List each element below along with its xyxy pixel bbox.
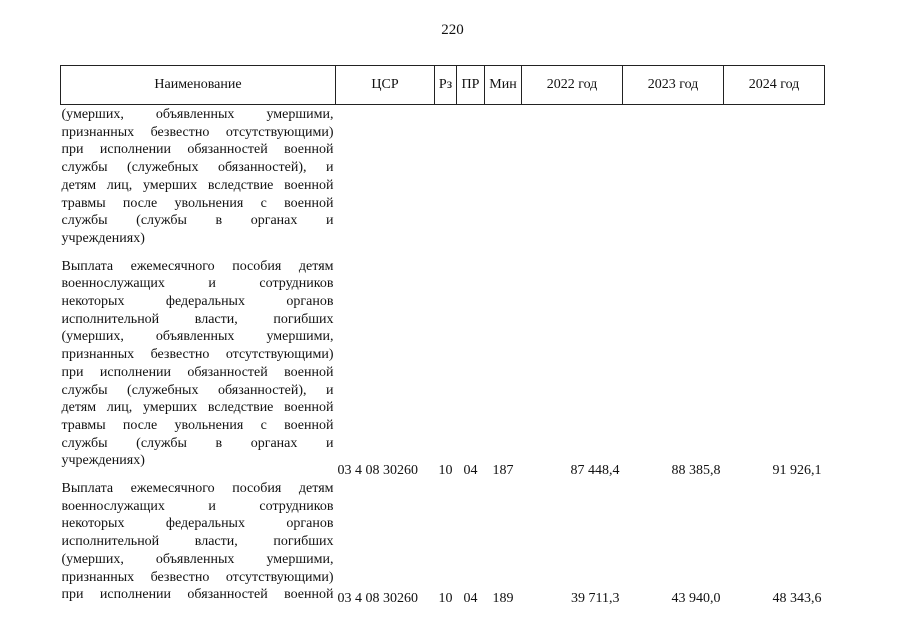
table-row <box>61 258 825 480</box>
row-rz <box>435 105 457 258</box>
row-rz: 10 <box>438 591 453 607</box>
row-name-line: военнослужащих и сотрудников <box>61 276 334 292</box>
row-2024: 48 343,6 <box>772 591 822 607</box>
row-name-line: исполнительной власти, погибших <box>61 311 334 327</box>
row-name-line: службы (службы в органах и <box>61 213 334 229</box>
row-name-line: признанных безвестно отсутствующими) <box>61 124 334 140</box>
header-pr: ПР <box>457 66 485 105</box>
header-2024: 2024 год <box>724 66 825 105</box>
row-2024 <box>724 105 825 258</box>
row-rz: 10 <box>438 463 453 479</box>
row-csr: 03 4 08 30260 <box>337 463 418 479</box>
row-min: 189 <box>492 591 514 607</box>
row-min <box>485 105 522 258</box>
row-name-line: Выплата ежемесячного пособия детям <box>61 258 334 274</box>
row-2022 <box>522 105 623 258</box>
row-2022: 39 711,3 <box>571 591 620 607</box>
row-name-line: некоторых федеральных органов <box>61 294 334 310</box>
row-name-line: травмы после увольнения с военной <box>61 195 334 211</box>
row-name-line: (умерших, объявленных умершими, <box>61 551 334 567</box>
row-name-line: некоторых федеральных органов <box>61 516 334 532</box>
row-name-line: учреждениях) <box>61 453 145 469</box>
table-row <box>61 105 825 258</box>
row-2023 <box>623 105 724 258</box>
row-name <box>61 258 336 480</box>
row-name <box>61 105 336 258</box>
page-number: 220 <box>441 22 464 38</box>
row-name-line: (умерших, объявленных умершими, <box>61 329 334 345</box>
row-min: 187 <box>492 463 514 479</box>
header-min: Мин <box>485 66 522 105</box>
table-header <box>61 66 825 105</box>
header-csr: ЦСР <box>336 66 435 105</box>
row-2024: 91 926,1 <box>772 463 822 479</box>
header-name: Наименование <box>61 66 336 105</box>
row-name <box>61 480 336 612</box>
row-name-line: учреждениях) <box>61 230 145 246</box>
header-2023: 2023 год <box>623 66 724 105</box>
row-name-line: службы (службы в органах и <box>61 435 334 451</box>
budget-table <box>60 65 825 612</box>
row-2023: 88 385,8 <box>671 463 721 479</box>
row-csr: 03 4 08 30260 <box>337 591 418 607</box>
row-name-line: травмы после увольнения с военной <box>61 417 334 433</box>
row-name-line: (умерших, объявленных умершими, <box>61 107 334 122</box>
row-name-line: при исполнении обязанностей военной <box>61 587 334 603</box>
table-body <box>61 105 825 613</box>
header-2022: 2022 год <box>522 66 623 105</box>
row-csr <box>336 105 435 258</box>
row-name-line: признанных безвестно отсутствующими) <box>61 569 334 585</box>
row-name-line: признанных безвестно отсутствующими) <box>61 347 334 363</box>
table-row <box>61 480 825 612</box>
header-rz: Рз <box>435 66 457 105</box>
row-name-line: при исполнении обязанностей военной <box>61 364 334 380</box>
row-pr <box>457 105 485 258</box>
row-name-line: детям лиц, умерших вследствие военной <box>61 400 334 416</box>
row-name-line: военнослужащих и сотрудников <box>61 498 334 514</box>
row-pr: 04 <box>463 463 478 479</box>
row-name-line: исполнительной власти, погибших <box>61 534 334 550</box>
row-2023: 43 940,0 <box>671 591 721 607</box>
row-name-line: детям лиц, умерших вследствие военной <box>61 177 334 193</box>
row-name-line: Выплата ежемесячного пособия детям <box>61 481 334 497</box>
row-name-line: службы (служебных обязанностей), и <box>61 160 334 176</box>
row-2022: 87 448,4 <box>570 463 620 479</box>
row-name-line: при исполнении обязанностей военной <box>61 142 334 158</box>
row-pr: 04 <box>463 591 478 607</box>
row-name-line: службы (служебных обязанностей), и <box>61 382 334 398</box>
